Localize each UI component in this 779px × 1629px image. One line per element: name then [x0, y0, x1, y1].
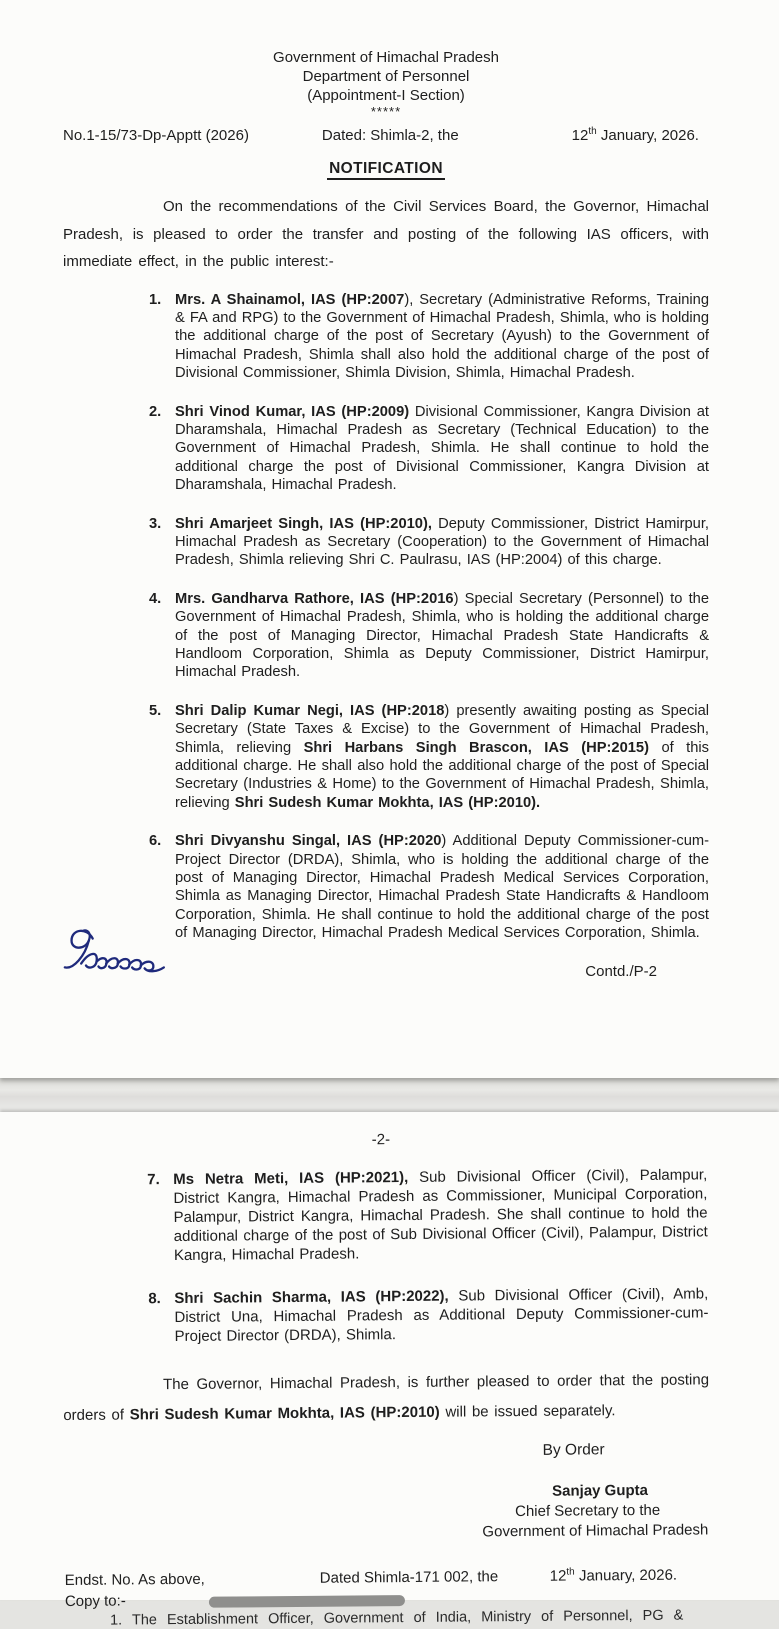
order-item-number: 8. [148, 1290, 161, 1308]
order-item-text: Shri Amarjeet Singh, IAS (HP:2010), Deputy Commissioner, District Hamirpur, Himachal Pradesh as Secretary (Cooperation) to the Government of Himachal Pradesh, Shimla relieving Shri C. Paulrasu, IAS (HP:2004) of this charge. [175, 515, 709, 569]
copy-to-label: Copy to:- [64, 1592, 126, 1610]
date-day: 12 [571, 127, 589, 144]
signatory-role-1: Chief Secretary to the [514, 1501, 661, 1521]
signature-ink-icon [60, 918, 185, 988]
reference-row [63, 127, 709, 144]
letterhead-govt: Government of Himachal Pradesh [273, 49, 499, 66]
page-number: -2- [371, 1131, 391, 1149]
date-day: 12 [549, 1567, 567, 1585]
page-2-content [61, 1128, 711, 1629]
letterhead-stars: ***** [370, 104, 402, 119]
order-item-text: Shri Divyanshu Singal, IAS (HP:2020) Additional Deputy Commissioner-cum-Project Director (DRDA), Shimla, who is holding the additional charge of the post of Managing Director, Himachal Pradesh Medical Services Corporation, Shimla as Managing Director, Himachal Pradesh State Handicrafts & Handloom Corporation, Shimla. He shall continue to hold the additional charge of the post of Managing Director, Himachal Pradesh Medical Services Corporation, Shimla. [175, 833, 709, 942]
order-item-4 [149, 590, 710, 682]
order-item-5 [149, 702, 710, 812]
order-item-2 [149, 403, 709, 495]
letterhead-section: (Appointment-I Section) [307, 87, 465, 104]
order-item-text: Shri Sachin Sharma, IAS (HP:2022), Sub Divisional Officer (Civil), Amb, District Una, Himachal Pradesh as Additional Deputy Commissioner-cum-Project Director (DRDA), Shimla. [174, 1285, 709, 1346]
endst-number: Endst. No. As above, [64, 1570, 205, 1589]
order-item-number: 1. [149, 291, 162, 308]
order-item-6 [149, 832, 709, 942]
order-item-text: Ms Netra Meti, IAS (HP:2021), Sub Divisional Officer (Civil), Palampur, District Kangra, Himachal Pradesh as Commissioner, Municipal Corporation, Palampur, District Kangra, Himachal Pradesh. She shall continue to hold the additional charge of the post of Sub Divisional Officer (Civil), Palampur, District Kangra, Himachal Pradesh. [173, 1166, 708, 1265]
letterhead [63, 48, 709, 119]
intro-paragraph: On the recommendations of the Civil Services Board, the Governor, Himachal Pradesh, is pleased to order the transfer and posting of the following IAS officers, with immediate effect, in the public interest:- [63, 198, 709, 270]
order-item-7 [147, 1165, 708, 1265]
page-gap [0, 1078, 779, 1112]
date-ordinal: th [566, 1566, 575, 1578]
clipped-copy-recipient-line: 1. The Establishment Officer, Government of India, Ministry of Personnel, PG & [110, 1607, 684, 1629]
page-2 [0, 1112, 779, 1629]
order-item-text: Mrs. Gandharva Rathore, IAS (HP:2016) Special Secretary (Personnel) to the Government of Himachal Pradesh, Shimla, who is holding the additional charge of the post of Managing Director, Himachal Pradesh State Handicrafts & Handloom Corporation, Shimla as Deputy Commissioner, District Hamirpur, Himachal Pradesh. [175, 590, 710, 681]
dated-place: Dated: Shimla-2, the [321, 127, 459, 144]
order-list-page1 [63, 291, 709, 943]
order-item-3 [149, 515, 709, 570]
signatory-name: Sanjay Gupta [552, 1481, 649, 1500]
document-title: NOTIFICATION [63, 160, 709, 178]
file-number: No.1-15/73-Dp-Apptt (2026) [63, 127, 249, 144]
order-item-number: 7. [147, 1171, 160, 1189]
date-ordinal: th [588, 126, 597, 137]
order-item-number: 3. [149, 515, 162, 532]
order-item-text: Shri Vinod Kumar, IAS (HP:2009) Divisional Commissioner, Kangra Division at Dharamshala, Himachal Pradesh as Secretary (Technical Education) to the Government of Himachal Pradesh, Shimla. He shall continue to hold the additional charge the post of Divisional Commissioner, Kangra Division at Dharamshala, Himachal Pradesh. [175, 403, 709, 494]
order-item-number: 4. [149, 590, 162, 607]
continuation-note: Contd./P-2 [585, 962, 657, 980]
redaction-bar [209, 1595, 405, 1608]
endst-date [550, 1567, 677, 1585]
order-item-number: 6. [149, 833, 162, 850]
by-order: By Order [542, 1441, 605, 1459]
signatory-block [64, 1480, 710, 1546]
order-item-text: Shri Dalip Kumar Negi, IAS (HP:2018) presently awaiting posting as Special Secretary (State Taxes & Excise) to the Government of Himachal Pradesh, Shimla, relieving Shri Harbans Singh Brascon, IAS (HP:2015) of this additional charge. He shall also hold the additional charge of the post of Special Secretary (Industries & Home) to the Government of Himachal Pradesh, Shimla, relieving Shri Sudesh Kumar Mokhta, IAS (HP:2010). [175, 702, 710, 811]
order-item-number: 5. [149, 702, 162, 719]
order-list-page2 [61, 1165, 709, 1347]
order-item-text: Mrs. A Shainamol, IAS (HP:2007), Secretary (Administrative Reforms, Training & FA and RPG) to the Government of Himachal Pradesh, Shimla, who is holding the additional charge of the post of Secretary (Ayush) to the Government of Himachal Pradesh, Shimla shall also hold the additional charge of the post of Divisional Commissioner, Shimla Division, Shimla, Himachal Pradesh. [175, 291, 709, 382]
letterhead-dept: Department of Personnel [302, 68, 470, 85]
notification-date [572, 127, 709, 144]
order-item-number: 2. [149, 403, 162, 420]
closing-paragraph: The Governor, Himachal Pradesh, is further pleased to order that the posting orders of Shri Sudesh Kumar Mokhta, IAS (HP:2010) will be issued separately. [63, 1371, 710, 1424]
order-item-1 [149, 291, 709, 383]
endorsement-row [65, 1566, 711, 1589]
signatory-role-2: Government of Himachal Pradesh [482, 1521, 709, 1541]
order-item-8 [148, 1284, 709, 1346]
endst-place: Dated Shimla-171 002, the [319, 1568, 499, 1587]
date-rest: January, 2026. [596, 127, 699, 144]
date-rest: January, 2026. [574, 1566, 678, 1585]
